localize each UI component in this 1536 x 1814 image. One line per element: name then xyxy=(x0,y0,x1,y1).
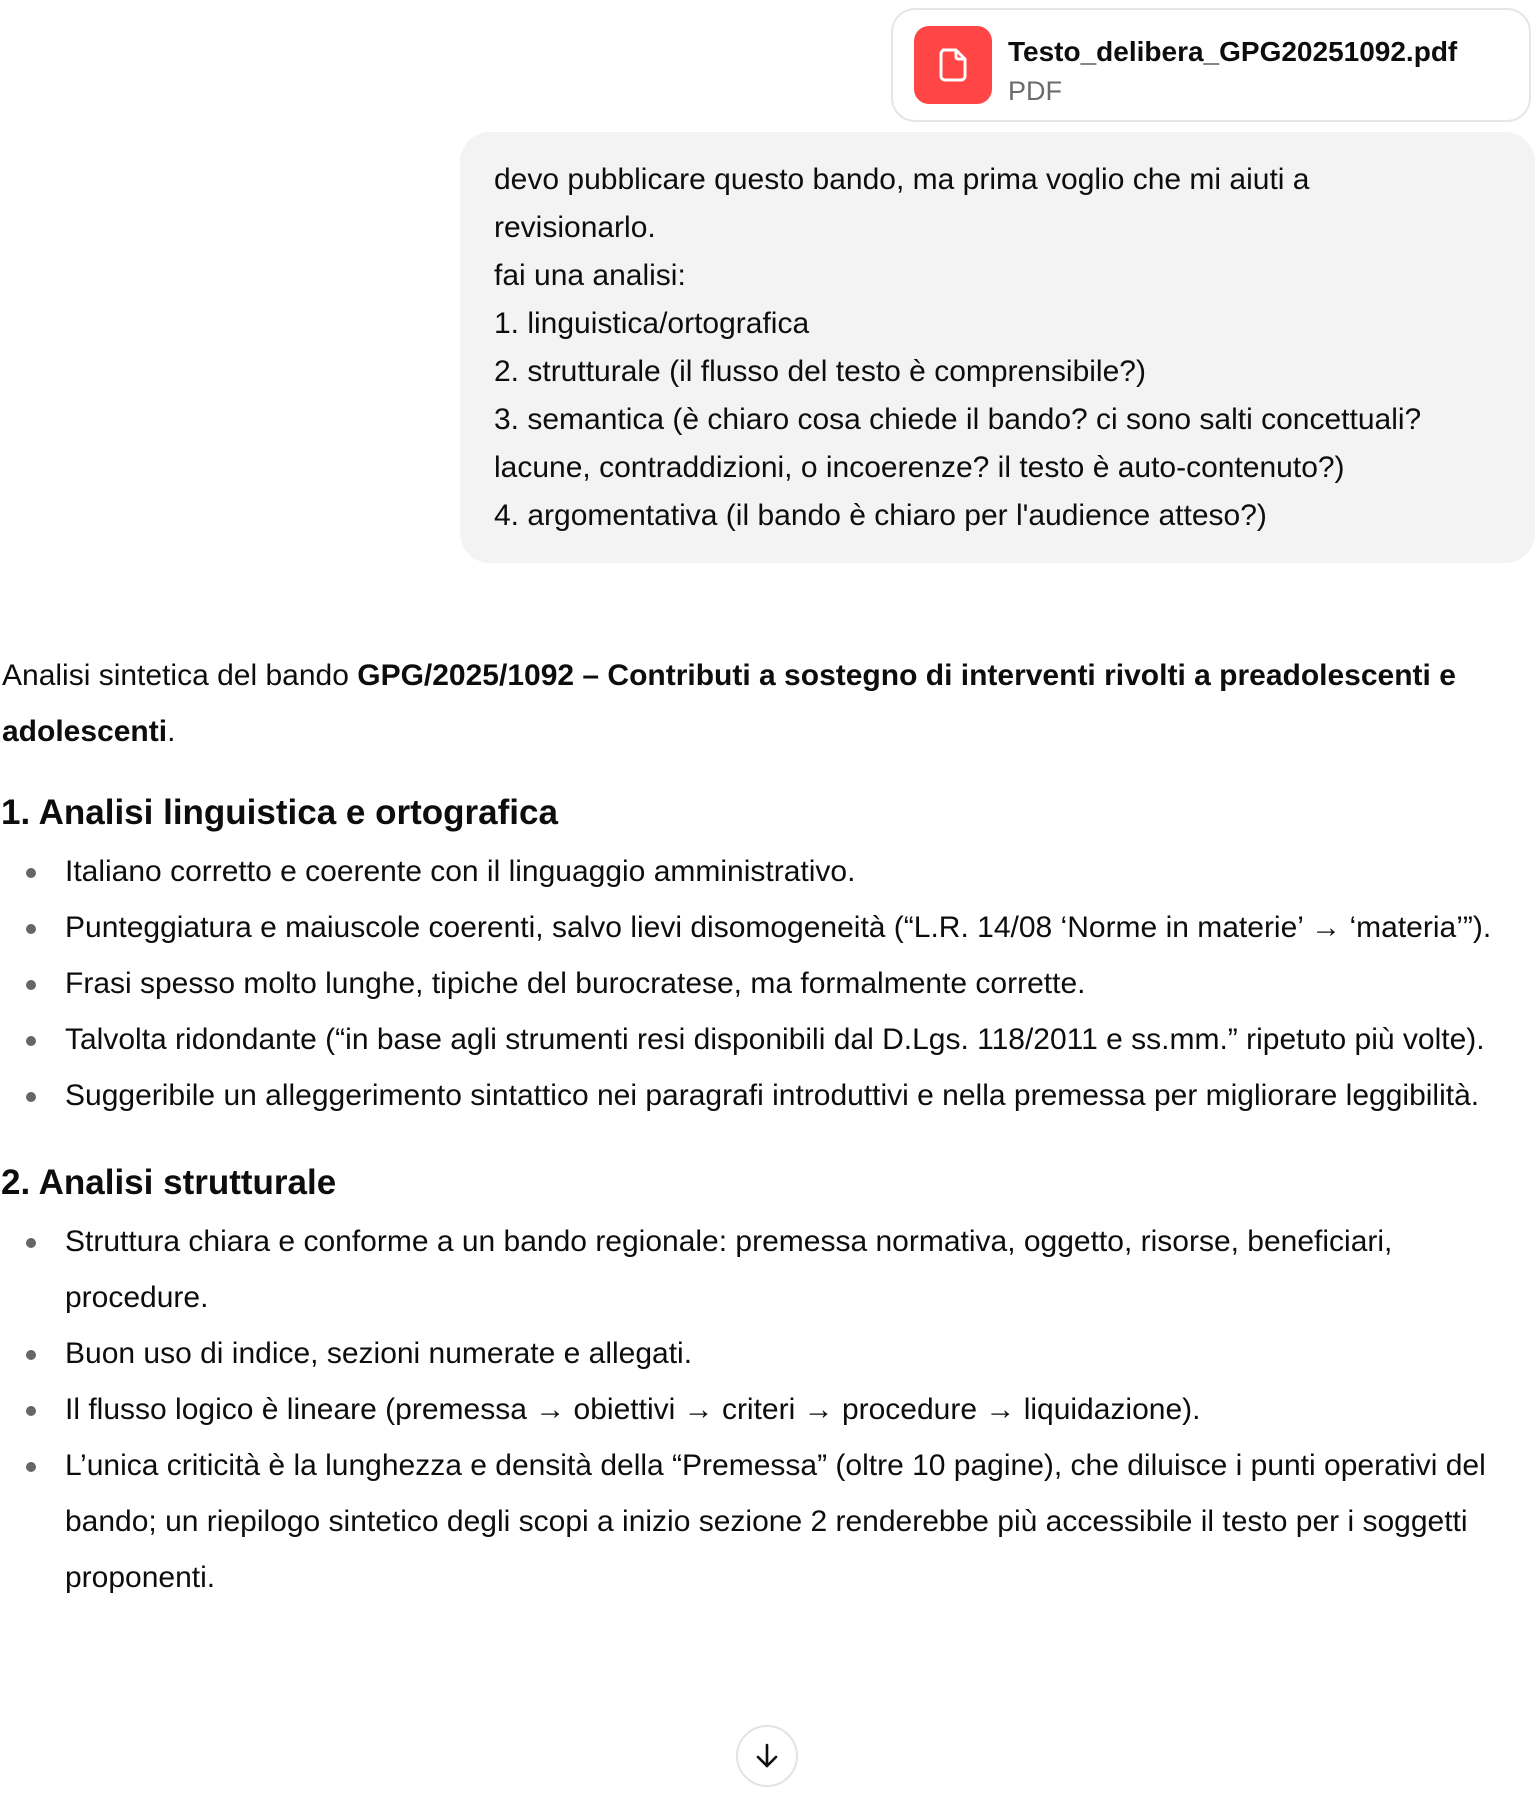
list-item xyxy=(0,1012,1536,1068)
user-message-line: 3. semantica (è chiaro cosa chiede il bando? ci sono salti concettuali? xyxy=(494,403,1422,436)
bullet-dot-icon xyxy=(26,1238,36,1248)
list-item xyxy=(0,1068,1536,1124)
bullet-dot-icon xyxy=(26,868,36,878)
user-message-bubble xyxy=(460,132,1535,563)
bullet-dot-icon xyxy=(26,1406,36,1416)
section-heading: 1. Analisi linguistica e ortografica xyxy=(1,793,558,832)
bullet-list xyxy=(0,844,1536,1124)
list-item-text: Il flusso logico è lineare (premessa → obiettivi → criteri → procedure → liquidazione). xyxy=(65,1393,1201,1426)
list-item xyxy=(0,900,1536,956)
assistant-message xyxy=(0,648,1536,1606)
user-message-line: 2. strutturale (il flusso del testo è comprensibile?) xyxy=(494,355,1146,388)
bullet-dot-icon xyxy=(26,1092,36,1102)
list-item-text: Frasi spesso molto lunghe, tipiche del burocratese, ma formalmente corrette. xyxy=(65,967,1086,1000)
intro-bando-title: GPG/2025/1092 – Contributi a sostegno di interventi rivolti a preadolescenti e adolescenti xyxy=(2,659,1456,748)
list-item-text: L’unica criticità è la lunghezza e densità della “Premessa” (oltre 10 pagine), che diluisce i punti operativi del bando; un riepilogo sintetico degli scopi a inizio sezione 2 renderebbe più accessibile il testo per i soggetti proponenti. xyxy=(65,1449,1486,1594)
list-item xyxy=(0,844,1536,900)
user-message-line: revisionarlo. xyxy=(494,211,656,244)
list-item-text: Suggeribile un alleggerimento sintattico nei paragrafi introduttivi e nella premessa per migliorare leggibilità. xyxy=(65,1079,1480,1112)
list-item-text: Punteggiatura e maiuscole coerenti, salvo lievi disomogeneità (“L.R. 14/08 ‘Norme in materie’ → ‘materia’”). xyxy=(65,911,1492,944)
file-icon xyxy=(914,26,992,104)
list-item xyxy=(0,1438,1536,1606)
intro-suffix: . xyxy=(167,715,176,748)
bullet-dot-icon xyxy=(26,1036,36,1046)
user-message-line: lacune, contraddizioni, o incoerenze? il testo è auto-contenuto?) xyxy=(494,451,1345,484)
user-message-line: 1. linguistica/ortografica xyxy=(494,307,810,340)
attachment-file-name: Testo_delibera_GPG20251092.pdf xyxy=(1008,36,1458,67)
scroll-to-bottom-button[interactable] xyxy=(736,1725,798,1787)
section-heading: 2. Analisi strutturale xyxy=(1,1163,337,1202)
list-item-text: Struttura chiara e conforme a un bando regionale: premessa normativa, oggetto, risorse, beneficiari, procedure. xyxy=(65,1225,1393,1314)
user-message-line: fai una analisi: xyxy=(494,259,686,292)
list-item-text: Italiano corretto e coerente con il linguaggio amministrativo. xyxy=(65,855,856,888)
list-item xyxy=(0,956,1536,1012)
bullet-dot-icon xyxy=(26,980,36,990)
user-message-line: devo pubblicare questo bando, ma prima voglio che mi aiuti a xyxy=(494,163,1310,196)
list-item xyxy=(0,1382,1536,1438)
list-item xyxy=(0,1214,1536,1326)
list-item-text: Buon uso di indice, sezioni numerate e allegati. xyxy=(65,1337,693,1370)
section-linguistic xyxy=(0,788,1536,1124)
section-structural xyxy=(0,1158,1536,1606)
bullet-dot-icon xyxy=(26,1350,36,1360)
attachment-file-type: PDF xyxy=(1008,76,1062,106)
bullet-dot-icon xyxy=(26,924,36,934)
arrow-down-icon xyxy=(752,1741,782,1771)
attachment-card[interactable] xyxy=(891,8,1531,122)
assistant-intro xyxy=(0,648,1536,760)
intro-prefix: Analisi sintetica del bando xyxy=(2,659,358,692)
list-item-text: Talvolta ridondante (“in base agli strumenti resi disponibili dal D.Lgs. 118/2011 e ss.mm.” ripetuto più volte). xyxy=(65,1023,1485,1056)
bullet-list xyxy=(0,1214,1536,1606)
user-message-line: 4. argomentativa (il bando è chiaro per l'audience atteso?) xyxy=(494,499,1267,532)
bullet-dot-icon xyxy=(26,1462,36,1472)
list-item xyxy=(0,1326,1536,1382)
